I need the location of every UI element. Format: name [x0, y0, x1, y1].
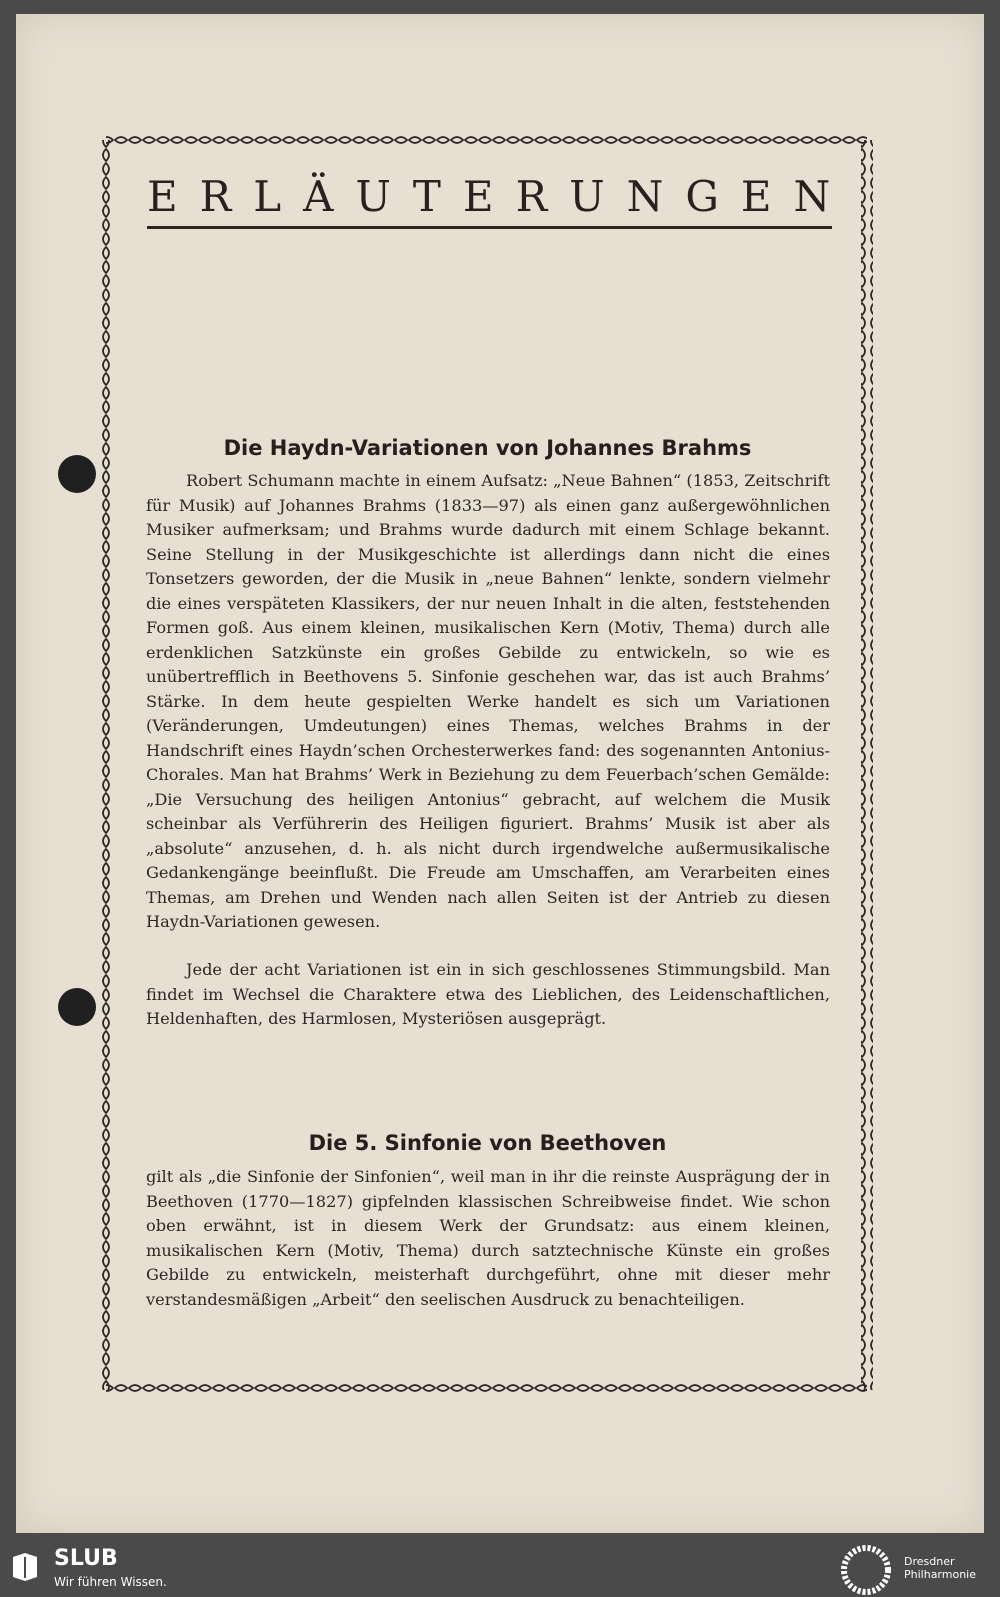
slub-logo-icon — [10, 1551, 40, 1581]
slub-name: SLUB — [54, 1546, 118, 1571]
dresdner-philharmonie-line1: Dresdner — [904, 1555, 955, 1568]
dresdner-philharmonie-logo-icon — [840, 1544, 892, 1596]
page-title: ERLÄUTERUNGEN — [147, 172, 853, 221]
title-underline — [147, 226, 832, 229]
slub-tagline: Wir führen Wissen. — [54, 1575, 167, 1589]
section-heading-beethoven: Die 5. Sinfonie von Beethoven — [308, 1131, 667, 1155]
section-paragraph-brahms-1: Robert Schumann machte in einem Aufsatz: „Neue Bahnen“ (1853, Zeitschrift für Musik) auf Johannes Brahms (1833—97) als einen ganz außergewöhnlichen Musiker aufmerksam; und Brahms wurde dadurch mit einem Schlage bekannt. Seine Stellung in der Musikgeschichte ist allerdings dann nicht die eines Tonsetzers geworden, der die Musik in „neue Bahnen“ lenkte, sondern vielmehr die eines verspäteten Klassikers, der nur neuen Inhalt in die alten, feststehenden Formen goß. Aus einem kleinen, musikalischen Kern (Motiv, Thema) durch alle erdenklichen Satzkünste ein großes Gebilde zu entwickeln, so wie es unübertrefflich in Beethovens 5. Sinfonie geschehen war, das ist auch Brahms’ Stärke. In dem heute gespielten Werke handelt es sich um Variationen (Veränderungen, Umdeutungen) eines Themas, welches Brahms in der Handschrift eines Haydn’schen Orchesterwerkes fand: des sogenannten Antonius-Chorales. Man hat Brahms’ Werk in Beziehung zu dem Feuerbach’schen Gemälde: „Die Versuchung des heiligen Antonius“ gebracht, auf welchem die Musik scheinbar als Verführerin des Heiligen figuriert. Brahms’ Musik ist aber als „absolute“ anzusehen, d. h. als nicht durch irgendwelche außermusikalische Gedankengänge beeinflußt. Die Freude am Umschaffen, am Verarbeiten eines Themas, am Drehen und Wenden nach allen Seiten ist der Antrieb zu diesen Haydn-Variationen gewesen. — [146, 471, 830, 931]
section-paragraph-brahms-2: Jede der acht Variationen ist ein in sich geschlossenes Stimmungsbild. Man findet im Wechsel die Charaktere etwa des Lieblichen, des Leidenschaftlichen, Heldenhaften, des Harmlosen, Mysteriösen ausgeprägt. — [146, 960, 830, 1028]
section-heading-brahms: Die Haydn-Variationen von Johannes Brahms — [223, 436, 752, 460]
section-paragraph-beethoven-1: gilt als „die Sinfonie der Sinfonien“, weil man in ihr die reinste Ausprägung der in Beethoven (1770—1827) gipfelnden klassischen Schreibweise findet. Wie schon oben erwähnt, ist in diesem Werk der Grundsatz: aus einem kleinen, musikalischen Kern (Motiv, Thema) durch satztechnische Künste ein großes Gebilde zu entwickeln, meisterhaft durchgeführt, ohne mit dieser mehr verstandesmäßigen „Arbeit“ den seelischen Ausdruck zu benachteiligen. — [146, 1167, 830, 1309]
dresdner-philharmonie-name — [904, 1555, 994, 1581]
dresdner-philharmonie-line2: Philharmonie — [904, 1568, 976, 1581]
punch-hole-lower — [58, 988, 96, 1026]
punch-hole-upper — [58, 455, 96, 493]
